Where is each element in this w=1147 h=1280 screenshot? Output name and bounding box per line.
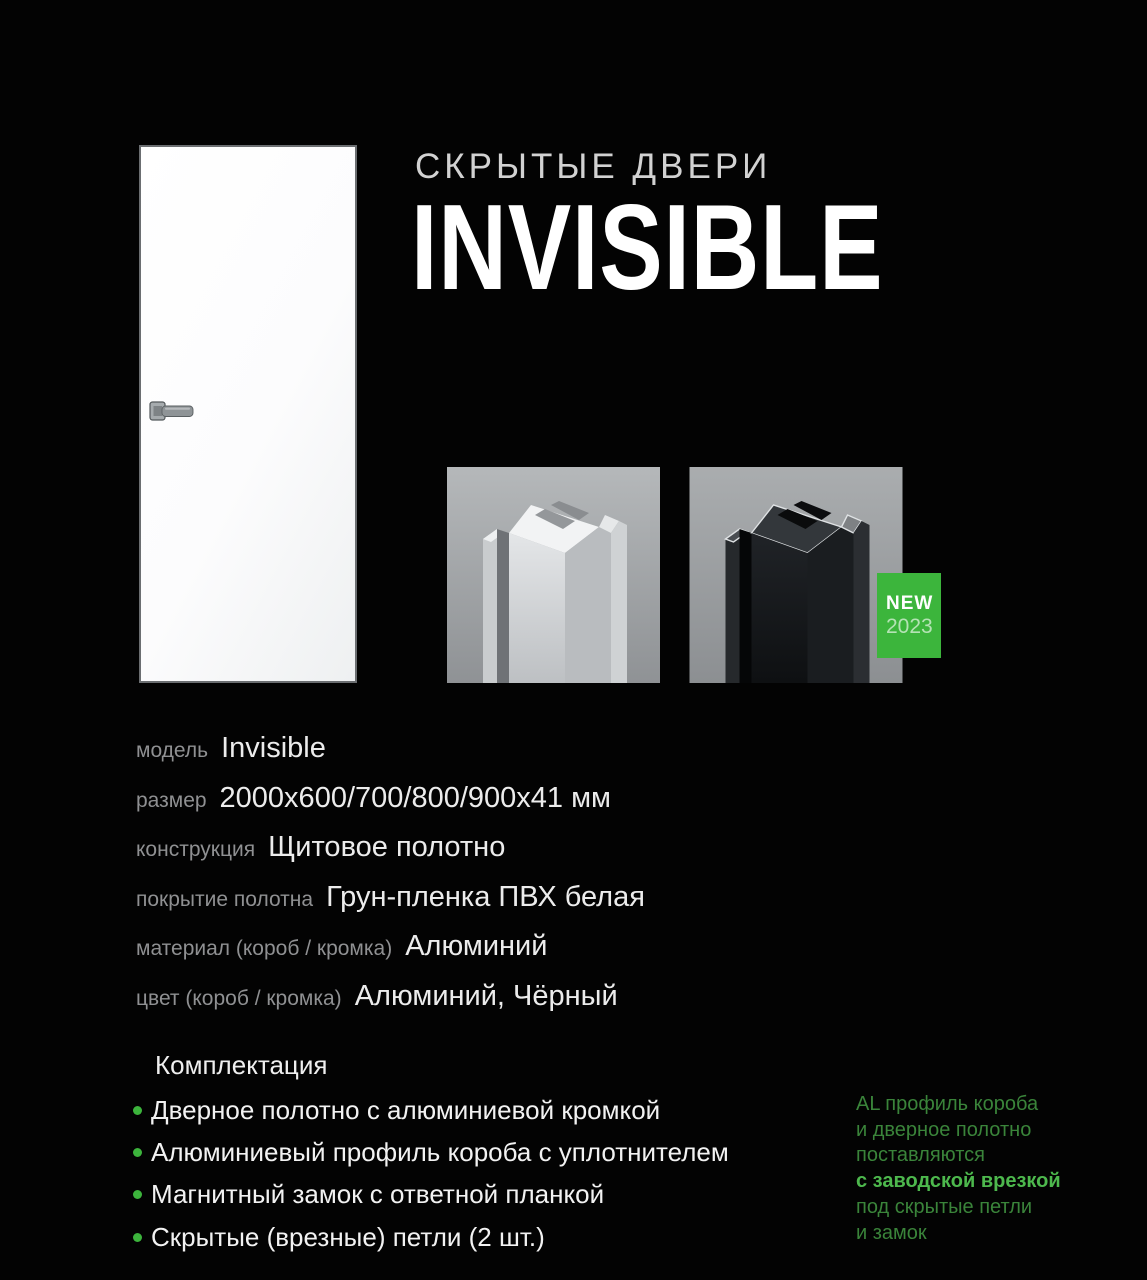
door-handle-icon (149, 401, 195, 421)
list-item (133, 1089, 729, 1131)
spec-value: Алюминий (405, 930, 548, 963)
aluminum-profile-black-illustration (688, 467, 904, 683)
profile-image-black (688, 467, 904, 683)
spec-row-coating (136, 875, 645, 925)
note-line-bold: с заводской врезкой (856, 1170, 1061, 1193)
list-item (133, 1174, 729, 1216)
bullet-dot-icon (133, 1233, 142, 1242)
new-badge-label: NEW (886, 592, 934, 614)
list-item-text: Скрытые (врезные) петли (2 шт.) (151, 1221, 545, 1252)
package-list (133, 1089, 729, 1259)
spec-value: Грун-пленка ПВХ белая (326, 880, 645, 913)
spec-value: 2000x600/700/800/900x41 мм (219, 781, 611, 814)
spec-list (136, 726, 645, 1024)
new-badge-year: 2023 (886, 615, 933, 639)
list-item-text: Дверное полотно с алюминиевой кромкой (151, 1094, 661, 1125)
list-item-text: Магнитный замок с ответной планкой (151, 1179, 605, 1210)
spec-row-model (136, 726, 645, 776)
factory-cut-note (856, 1092, 1061, 1246)
bullet-dot-icon (133, 1106, 142, 1115)
list-item (133, 1131, 729, 1173)
list-item-text: Алюминиевый профиль короба с уплотнителем (151, 1137, 729, 1168)
spec-label: размер (136, 788, 207, 812)
note-line: под скрытые петли (856, 1195, 1033, 1218)
note-line: и замок (856, 1221, 927, 1244)
spec-label: покрытие полотна (136, 887, 314, 911)
note-line: поставляются (856, 1144, 986, 1167)
note-line: AL профиль короба (856, 1093, 1039, 1115)
package-heading: Комплектация (155, 1050, 328, 1080)
spec-row-size (136, 776, 645, 826)
kicker-text: СКРЫТЫЕ ДВЕРИ (415, 147, 772, 186)
spec-row-construction (136, 825, 645, 875)
spec-value: Алюминий, Чёрный (354, 979, 618, 1012)
spec-value: Invisible (221, 732, 326, 764)
spec-row-material (136, 924, 645, 974)
spec-label: модель (136, 739, 209, 762)
spec-row-color (136, 974, 645, 1024)
list-item (133, 1216, 729, 1258)
bullet-dot-icon (133, 1190, 142, 1199)
spec-label: материал (короб / кромка) (136, 937, 393, 961)
profile-image-silver (447, 467, 660, 683)
spec-value: Щитовое полотно (268, 831, 506, 864)
door-photo (139, 145, 357, 683)
note-line: и дверное полотно (856, 1118, 1032, 1141)
bullet-dot-icon (133, 1148, 142, 1157)
spec-label: цвет (короб / кромка) (136, 986, 342, 1010)
aluminum-profile-silver-illustration (447, 467, 660, 683)
new-badge (877, 573, 941, 658)
spec-label: конструкция (136, 838, 256, 862)
product-title: INVISIBLE (411, 179, 884, 315)
